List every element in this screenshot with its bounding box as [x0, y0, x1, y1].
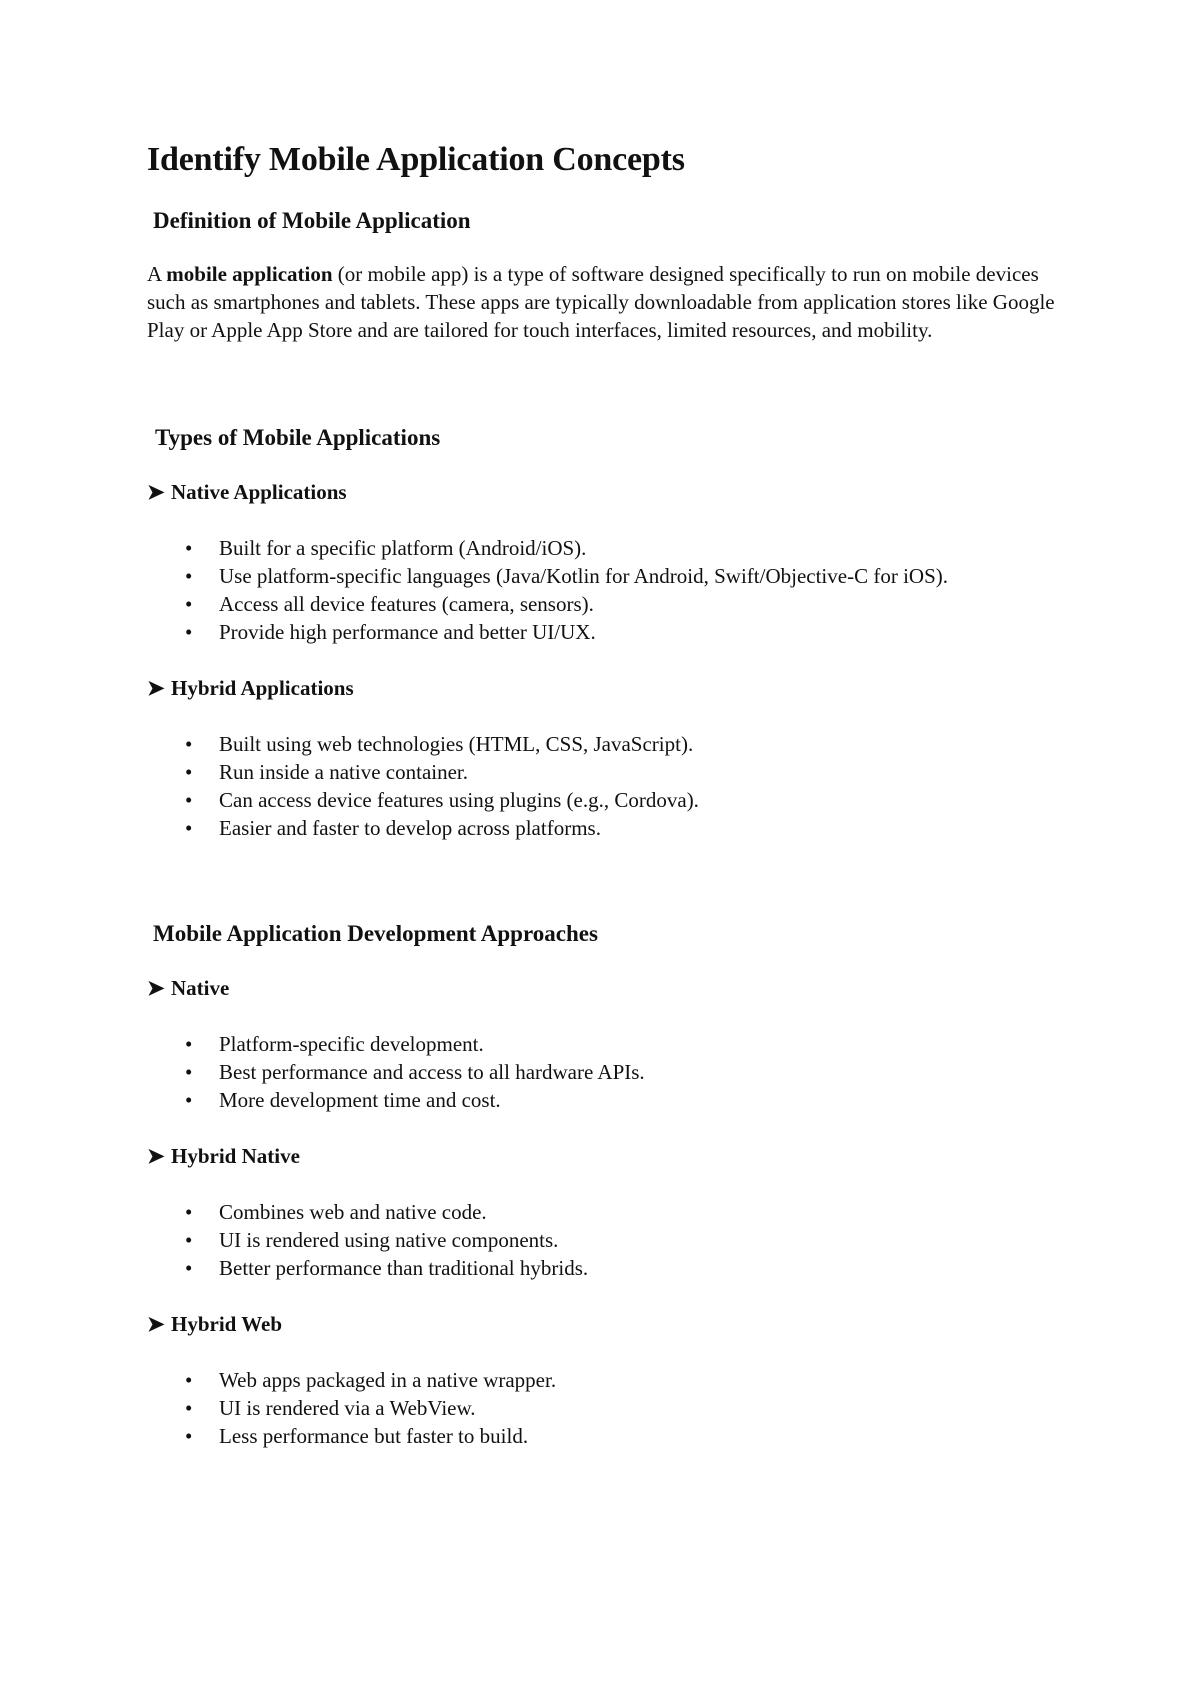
list-item: • Access all device features (camera, sensors). [185, 591, 594, 616]
document-title: Identify Mobile Application Concepts [147, 141, 685, 178]
bullet-icon: • [185, 535, 193, 560]
list-item: • Better performance than traditional hybrids. [185, 1255, 589, 1280]
list-item: • Platform-specific development. [185, 1031, 484, 1056]
definition-heading: Definition of Mobile Application [153, 207, 471, 233]
types-native-list [147, 534, 1067, 646]
definition-paragraph [147, 260, 1067, 344]
list-item: • Combines web and native code. [185, 1199, 487, 1224]
arrow-icon: ➤ [147, 1311, 165, 1336]
arrow-icon: ➤ [147, 1143, 165, 1168]
bullet-icon: • [185, 1227, 193, 1252]
definition-text-rest: (or mobile app) is a type of software designed specifically to run on mobile devices such as smartphones and tablets. These apps are typically downloadable from application stores like Google Play or Apple App Store and are tailored for touch interfaces, limited resources, and mobility. [147, 262, 1055, 343]
arrow-icon: ➤ [147, 479, 165, 504]
list-item: • Best performance and access to all hardware APIs. [185, 1059, 645, 1084]
approaches-heading: Mobile Application Development Approaches [153, 920, 598, 946]
bullet-icon: • [185, 1059, 193, 1084]
list-item: • Built using web technologies (HTML, CSS, JavaScript). [185, 731, 694, 756]
list-item: • UI is rendered via a WebView. [185, 1395, 476, 1420]
definition-bold-term: mobile application [166, 262, 333, 287]
bullet-icon: • [185, 815, 193, 840]
bullet-icon: • [185, 1087, 193, 1112]
bullet-icon: • [185, 1031, 193, 1056]
list-item: • Web apps packaged in a native wrapper. [185, 1367, 557, 1392]
bullet-icon: • [185, 563, 193, 588]
list-item: • Easier and faster to develop across platforms. [185, 815, 601, 840]
bullet-icon: • [185, 1255, 193, 1280]
approaches-native-label: Native [171, 975, 230, 1000]
approaches-hybrid-native-heading [147, 1142, 1067, 1170]
types-hybrid-list [147, 730, 1067, 842]
types-heading: Types of Mobile Applications [155, 425, 441, 451]
arrow-icon: ➤ [147, 975, 165, 1000]
types-native-label: Native Applications [171, 479, 347, 504]
bullet-icon: • [185, 731, 193, 756]
bullet-icon: • [185, 759, 193, 784]
bullet-icon: • [185, 1199, 193, 1224]
approaches-hybrid-web-heading [147, 1310, 1067, 1338]
bullet-icon: • [185, 1423, 193, 1448]
list-item: • UI is rendered using native components. [185, 1227, 559, 1252]
document-page [147, 140, 1067, 1450]
bullet-icon: • [185, 591, 193, 616]
list-item: • Run inside a native container. [185, 759, 469, 784]
types-hybrid-heading [147, 674, 1067, 702]
approaches-native-heading [147, 974, 1067, 1002]
bullet-icon: • [185, 787, 193, 812]
list-item: • Use platform-specific languages (Java/Kotlin for Android, Swift/Objective-C for iOS). [185, 563, 948, 588]
approaches-hybrid-native-label: Hybrid Native [171, 1143, 300, 1168]
list-item: • Provide high performance and better UI/UX. [185, 619, 596, 644]
approaches-native-list [147, 1030, 1067, 1114]
types-hybrid-label: Hybrid Applications [171, 675, 354, 700]
list-item: • Can access device features using plugins (e.g., Cordova). [185, 787, 699, 812]
approaches-hybrid-web-label: Hybrid Web [171, 1311, 283, 1336]
definition-text-prefix: A [147, 262, 167, 287]
arrow-icon: ➤ [147, 675, 165, 700]
approaches-hybrid-web-list [147, 1366, 1067, 1450]
bullet-icon: • [185, 619, 193, 644]
list-item: • Less performance but faster to build. [185, 1423, 529, 1448]
bullet-icon: • [185, 1395, 193, 1420]
list-item: • Built for a specific platform (Android/iOS). [185, 535, 587, 560]
bullet-icon: • [185, 1367, 193, 1392]
list-item: • More development time and cost. [185, 1087, 501, 1112]
approaches-hybrid-native-list [147, 1198, 1067, 1282]
types-native-heading [147, 478, 1067, 506]
